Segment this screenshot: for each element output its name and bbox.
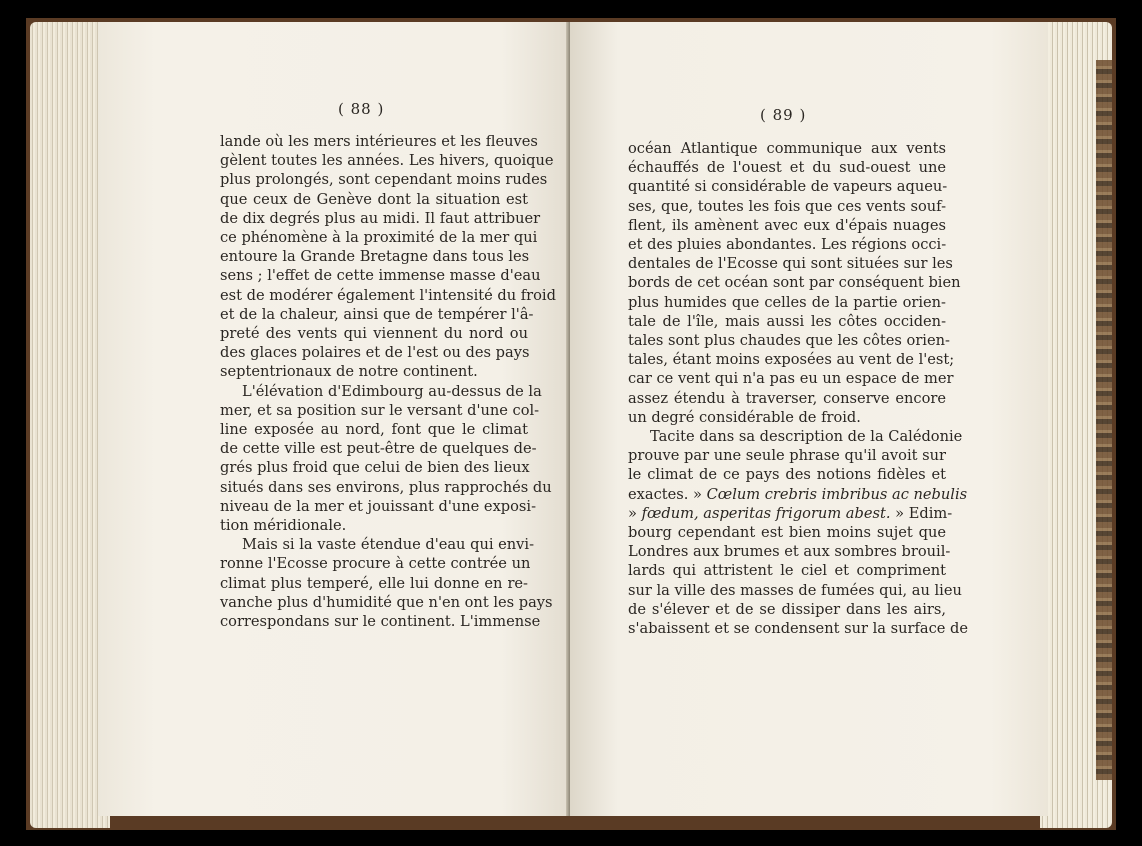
text-line: flent, ils amènent avec eux d'épais nuages <box>628 216 946 234</box>
text-line: un degré considérable de froid. <box>628 408 861 426</box>
latin-quote: fœdum, asperitas frigorum abest. <box>641 504 891 522</box>
text-line: ronne l'Ecosse procure à cette contrée un <box>220 555 531 573</box>
text-line: mer, et sa position sur le versant d'une col- <box>220 401 540 419</box>
text-line: de dix degrés plus au midi. Il faut attribuer <box>220 209 541 227</box>
text-line: entoure la Grande Bretagne dans tous les <box>220 248 530 266</box>
text-line: prouve par une seule phrase qu'il avoit sur <box>628 447 946 465</box>
text-fragment: exactes. <box>628 485 689 503</box>
left-page-text <box>220 132 556 631</box>
text-line: océan Atlantique communique aux vents <box>628 140 946 157</box>
text-line: vanche plus d'humidité que n'en ont les pays <box>220 593 553 611</box>
text-line: des glaces polaires et de l'est ou des pays <box>220 344 530 362</box>
text-line: bourg cependant est bien moins sujet que <box>628 524 946 542</box>
text-line: septentrionaux de notre continent. <box>220 363 478 381</box>
text-line: plus prolongés, sont cependant moins rudes <box>220 171 548 189</box>
text-line: sens ; l'effet de cette immense masse d'eau <box>220 267 541 285</box>
text-line: Tacite dans sa description de la Calédonie <box>650 428 963 446</box>
text-line: est de modérer également l'intensité du froid <box>220 286 556 304</box>
text-line: de s'élever et de se dissiper dans les airs, <box>628 600 946 618</box>
text-line: car ce vent qui n'a pas eu un espace de mer <box>628 370 954 388</box>
book-cover-edge <box>1096 60 1112 780</box>
text-line: climat plus temperé, elle lui donne en re- <box>220 574 528 592</box>
text-line: ses, que, toutes les fois que ces vents souf- <box>628 197 946 215</box>
page-number-left: ( 88 ) <box>338 100 385 118</box>
text-line: plus humides que celles de la partie orien- <box>628 293 946 311</box>
text-line: preté des vents qui viennent du nord ou <box>220 325 528 343</box>
text-line: sur la ville des masses de fumées qui, au lieu <box>628 581 962 599</box>
page-number-right: ( 89 ) <box>760 106 807 124</box>
text-line: et des pluies abondantes. Les régions occi- <box>628 236 947 254</box>
text-line: gèlent toutes les années. Les hivers, quoique <box>220 152 554 170</box>
text-line: dentales de l'Ecosse qui sont situées sur les <box>628 255 953 273</box>
text-line: que ceux de Genève dont la situation est <box>220 190 528 208</box>
text-line: line exposée au nord, font que le climat <box>220 421 528 439</box>
latin-quote: Cœlum crebris imbribus ac nebulis <box>706 485 968 503</box>
text-line: situés dans ses environs, plus rapprochés du <box>220 478 552 496</box>
text-line: bords de cet océan sont par conséquent bien <box>628 274 961 292</box>
text-line: quantité si considérable de vapeurs aqueu- <box>628 178 948 196</box>
text-line: lards qui attristent le ciel et compriment <box>628 562 946 580</box>
text-line: Londres aux brumes et aux sombres brouil- <box>628 543 951 561</box>
text-line: lande où les mers intérieures et les fleuves <box>220 133 538 150</box>
text-fragment: Edim- <box>908 504 953 522</box>
text-line: le climat de ce pays des notions fidèles et <box>628 466 946 484</box>
text-line: s'abaissent et se condensent sur la surface de <box>628 620 969 638</box>
text-line: niveau de la mer et jouissant d'une exposi- <box>220 497 537 515</box>
text-line: correspondans sur le continent. L'immense <box>220 613 541 631</box>
text-line: assez étendu à traverser, conserve encore <box>628 389 946 407</box>
text-line: de cette ville est peut-être de quelques de- <box>220 440 537 458</box>
right-page <box>570 22 1048 816</box>
text-line: tale de l'île, mais aussi les côtes occiden- <box>628 312 946 330</box>
text-line: et de la chaleur, ainsi que de tempérer l'â- <box>220 305 534 323</box>
text-line-quote: » fœdum, asperitas frigorum abest. » Edim- <box>628 504 953 522</box>
text-line: tion méridionale. <box>220 517 347 535</box>
text-line: L'élévation d'Edimbourg au-dessus de la <box>242 382 542 400</box>
left-page <box>98 22 572 816</box>
text-line-quote: exactes. » Cœlum crebris imbribus ac nebulis <box>628 485 968 503</box>
text-line: grés plus froid que celui de bien des lieux <box>220 459 530 477</box>
text-line: tales, étant moins exposées au vent de l'est; <box>628 351 955 369</box>
right-page-text <box>628 139 969 638</box>
text-line: tales sont plus chaudes que les côtes orien- <box>628 332 950 350</box>
text-line: Mais si la vaste étendue d'eau qui envi- <box>242 536 535 554</box>
text-line: échauffés de l'ouest et du sud-ouest une <box>628 159 946 177</box>
text-line: ce phénomène à la proximité de la mer qui <box>220 229 538 247</box>
